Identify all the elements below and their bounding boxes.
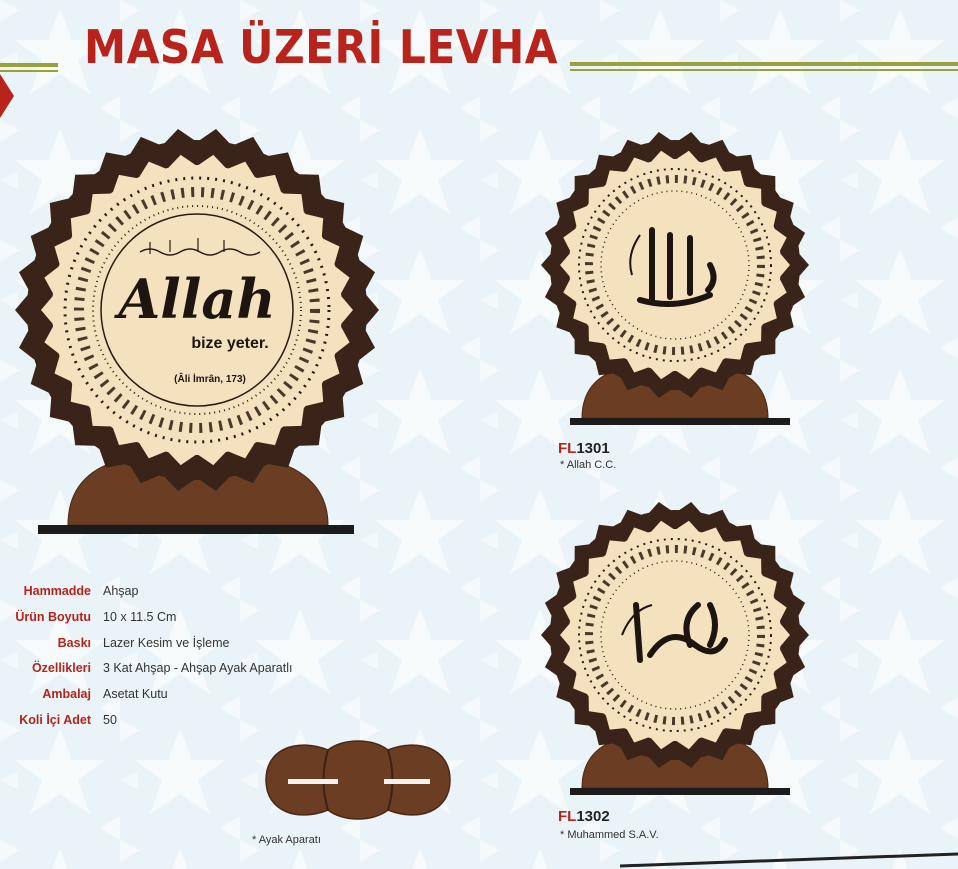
product-code-1301 <box>558 440 610 457</box>
featured-main-word: Allah <box>118 267 276 331</box>
plaque-shadow-bar <box>38 525 354 534</box>
featured-reference: (Âli İmrân, 173) <box>174 374 246 385</box>
stand-accessory <box>248 730 468 830</box>
header-rule-left <box>0 63 58 67</box>
code-number: 1301 <box>576 440 610 457</box>
stand-slot-right <box>384 779 430 784</box>
spec-label: Koli İçi Adet <box>19 712 91 727</box>
product-code-1302 <box>558 808 610 825</box>
spec-value: 3 Kat Ahşap - Ahşap Ayak Aparatlı <box>103 661 293 676</box>
code-prefix: FL <box>558 440 577 457</box>
page-title: MASA ÜZERİ LEVHA <box>84 20 559 74</box>
stand-caption: * Ayak Aparatı <box>252 834 321 846</box>
product-plaque-1301 <box>540 125 810 430</box>
header-rule-right <box>570 62 958 66</box>
spec-label: Hammadde <box>23 584 91 598</box>
header-rule-right-thin <box>570 69 958 71</box>
featured-plaque <box>10 120 380 540</box>
spec-value: 50 <box>103 712 117 727</box>
spec-value: Asetat Kutu <box>103 687 168 702</box>
spec-value: 10 x 11.5 Cm <box>103 609 177 624</box>
corner-arrow-icon <box>0 74 14 118</box>
spec-label: Ambalaj <box>42 687 91 702</box>
spec-value: Ahşap <box>103 584 139 598</box>
product-caption-1302: * Muhammed S.A.V. <box>560 829 659 841</box>
featured-sub-text: bize yeter. <box>191 335 269 352</box>
product-caption-1301: * Allah C.C. <box>560 459 617 471</box>
spec-label: Özellikleri <box>31 661 91 676</box>
code-prefix: FL <box>558 808 577 825</box>
header-rule-left-thin <box>0 70 58 72</box>
stand-slot-left <box>288 779 338 784</box>
code-number: 1302 <box>576 808 610 825</box>
spec-value: Lazer Kesim ve İşleme <box>103 635 230 650</box>
spec-label: Baskı <box>57 635 91 650</box>
product-plaque-1302 <box>540 495 810 800</box>
spec-label: Ürün Boyutu <box>15 609 91 624</box>
